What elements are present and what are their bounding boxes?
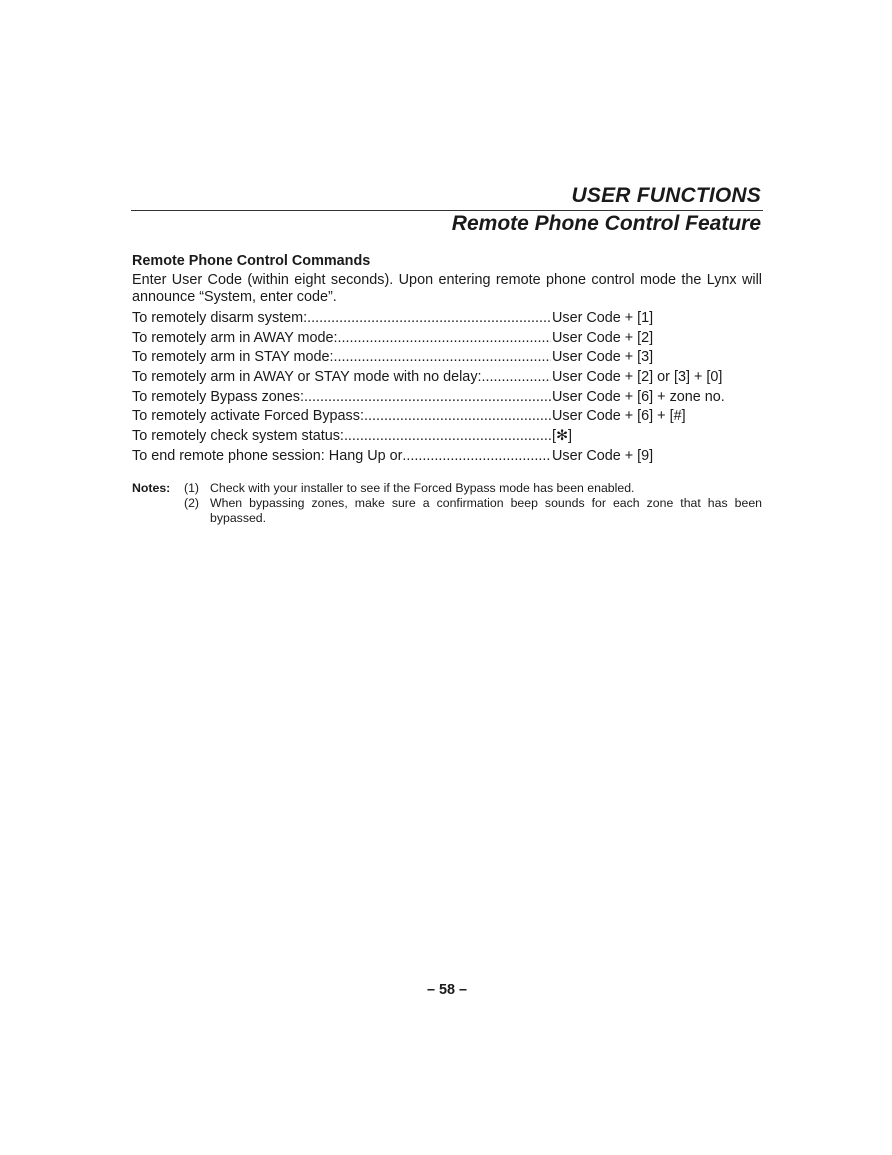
- command-row-check-status: [132, 427, 762, 447]
- command-label: To remotely arm in AWAY mode:: [132, 329, 338, 346]
- dot-leader: [364, 407, 551, 427]
- notes-section: [132, 481, 762, 526]
- commands-heading: Remote Phone Control Commands: [132, 253, 371, 269]
- command-value: [✻]: [552, 428, 573, 445]
- note-item: [132, 496, 762, 526]
- command-value: User Code + [2]: [552, 329, 654, 346]
- command-row-bypass-zones: [132, 388, 762, 408]
- command-label: To remotely arm in AWAY or STAY mode with no delay:: [132, 369, 482, 386]
- command-row-arm-no-delay: [132, 368, 762, 388]
- command-row-arm-stay: [132, 348, 762, 368]
- command-label: To remotely activate Forced Bypass:: [132, 408, 364, 425]
- command-value: User Code + [9]: [552, 447, 654, 464]
- note-text: Check with your installer to see if the Forced Bypass mode has been enabled.: [210, 480, 635, 495]
- notes-label: Notes:: [132, 480, 171, 495]
- dot-leader: [402, 447, 551, 467]
- command-row-forced-bypass: [132, 407, 762, 427]
- command-value: User Code + [3]: [552, 349, 654, 366]
- command-value: User Code + [2] or [3] + [0]: [552, 369, 723, 386]
- note-text: When bypassing zones, make sure a confirmation beep sounds for each zone that has been bypassed.: [210, 495, 762, 525]
- command-row-end-session: [132, 447, 762, 467]
- command-label: To remotely Bypass zones:: [132, 388, 304, 405]
- page-header: [131, 183, 763, 237]
- command-label: To remotely arm in STAY mode:: [132, 349, 334, 366]
- dot-leader: [344, 427, 551, 447]
- command-row-disarm: [132, 309, 762, 329]
- dot-leader: [334, 348, 551, 368]
- command-row-arm-away: [132, 329, 762, 349]
- main-content: [132, 252, 762, 526]
- dot-leader: [338, 329, 551, 349]
- command-value: User Code + [1]: [552, 310, 654, 326]
- note-number: (1): [184, 480, 200, 495]
- command-label: To end remote phone session: Hang Up or: [132, 447, 403, 464]
- note-item: [132, 481, 762, 496]
- page-subtitle: Remote Phone Control Feature: [451, 212, 761, 235]
- intro-paragraph: Enter User Code (within eight seconds). Upon entering remote phone control mode the Lynx will announce “System, enter code”.: [132, 272, 762, 305]
- section-title: USER FUNCTIONS: [571, 184, 761, 207]
- manual-page: [131, 0, 763, 1155]
- dot-leader: [482, 368, 551, 388]
- command-value: User Code + [6] + [#]: [552, 408, 686, 425]
- command-label: To remotely disarm system:: [132, 310, 308, 326]
- dot-leader: [304, 388, 551, 408]
- command-value: User Code + [6] + zone no.: [552, 388, 725, 405]
- commands-list: [132, 309, 762, 467]
- page-number: – 58 –: [426, 982, 467, 998]
- note-number: (2): [184, 495, 200, 510]
- dot-leader: [307, 309, 551, 329]
- command-label: To remotely check system status:: [132, 428, 344, 445]
